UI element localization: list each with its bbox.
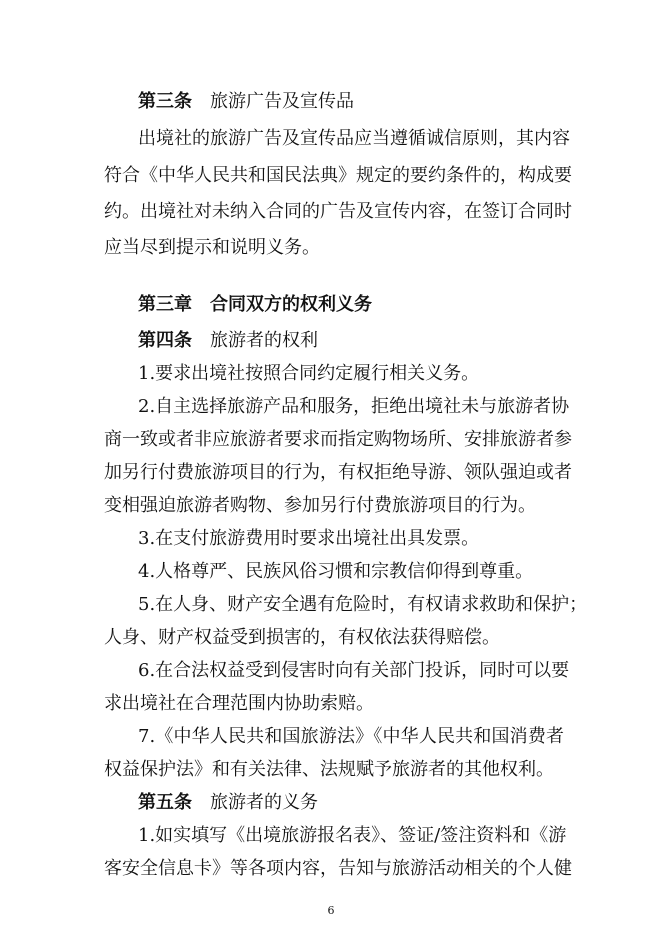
- article-5-title: 旅游者的义务: [210, 792, 318, 813]
- article-4-item-2-line: 2.自主选择旅游产品和服务，拒绝出境社未与旅游者协: [138, 396, 570, 417]
- article-3-number: 第三条: [138, 91, 192, 112]
- article-5-item-1-line: 1.如实填写《出境旅游报名表》、签证/签注资料和《游: [138, 825, 567, 846]
- article-4-item-7-line: 权益保护法》和有关法律、法规赋予旅游者的其他权利。: [104, 759, 554, 780]
- article-4-item-2-line: 加另行付费旅游项目的行为，有权拒绝导游、领队强迫或者: [104, 462, 572, 483]
- chapter-3-title: 合同双方的权利义务: [210, 294, 372, 315]
- article-3-title: 旅游广告及宣传品: [210, 91, 354, 112]
- article-4-item-3: 3.在支付旅游费用时要求出境社出具发票。: [138, 528, 480, 549]
- chapter-3-number: 第三章: [138, 294, 192, 315]
- article-5-number: 第五条: [138, 792, 192, 813]
- page-number: 6: [327, 904, 335, 917]
- article-3-paragraph-line: 约。出境社对未纳入合同的广告及宣传内容，在签订合同时: [104, 201, 572, 222]
- article-3-paragraph-line: 出境社的旅游广告及宣传品应当遵循诚信原则，其内容: [138, 128, 570, 149]
- article-4-item-2-line: 商一致或者非应旅游者要求而指定购物场所、安排旅游者参: [104, 429, 572, 450]
- article-5-heading: [138, 791, 318, 815]
- article-4-item-6-line: 6.在合法权益受到侵害时向有关部门投诉，同时可以要: [138, 660, 570, 681]
- article-4-heading: [138, 329, 318, 353]
- article-4-item-2-line: 变相强迫旅游者购物、参加另行付费旅游项目的行为。: [104, 495, 536, 516]
- chapter-3-heading: [138, 293, 372, 317]
- article-5-item-1-line: 客安全信息卡》等各项内容，告知与旅游活动相关的个人健: [104, 858, 572, 879]
- article-4-title: 旅游者的权利: [210, 330, 318, 351]
- article-3-paragraph-line: 应当尽到提示和说明义务。: [104, 237, 320, 258]
- article-4-number: 第四条: [138, 330, 192, 351]
- article-3-heading: [138, 90, 354, 114]
- article-4-item-7-line: 7.《中华人民共和国旅游法》《中华人民共和国消费者: [138, 726, 564, 747]
- article-4-item-1: 1.要求出境社按照合同约定履行相关义务。: [138, 363, 480, 384]
- article-4-item-5-line: 人身、财产权益受到损害的，有权依法获得赔偿。: [104, 627, 500, 648]
- article-4-item-5-line: 5.在人身、财产安全遇有危险时，有权请求救助和保护；: [138, 594, 588, 615]
- article-3-paragraph-line: 符合《中华人民共和国民法典》规定的要约条件的，构成要: [104, 165, 572, 186]
- article-4-item-4: 4.人格尊严、民族风俗习惯和宗教信仰得到尊重。: [138, 561, 534, 582]
- article-4-item-6-line: 求出境社在合理范围内协助索赔。: [104, 693, 374, 714]
